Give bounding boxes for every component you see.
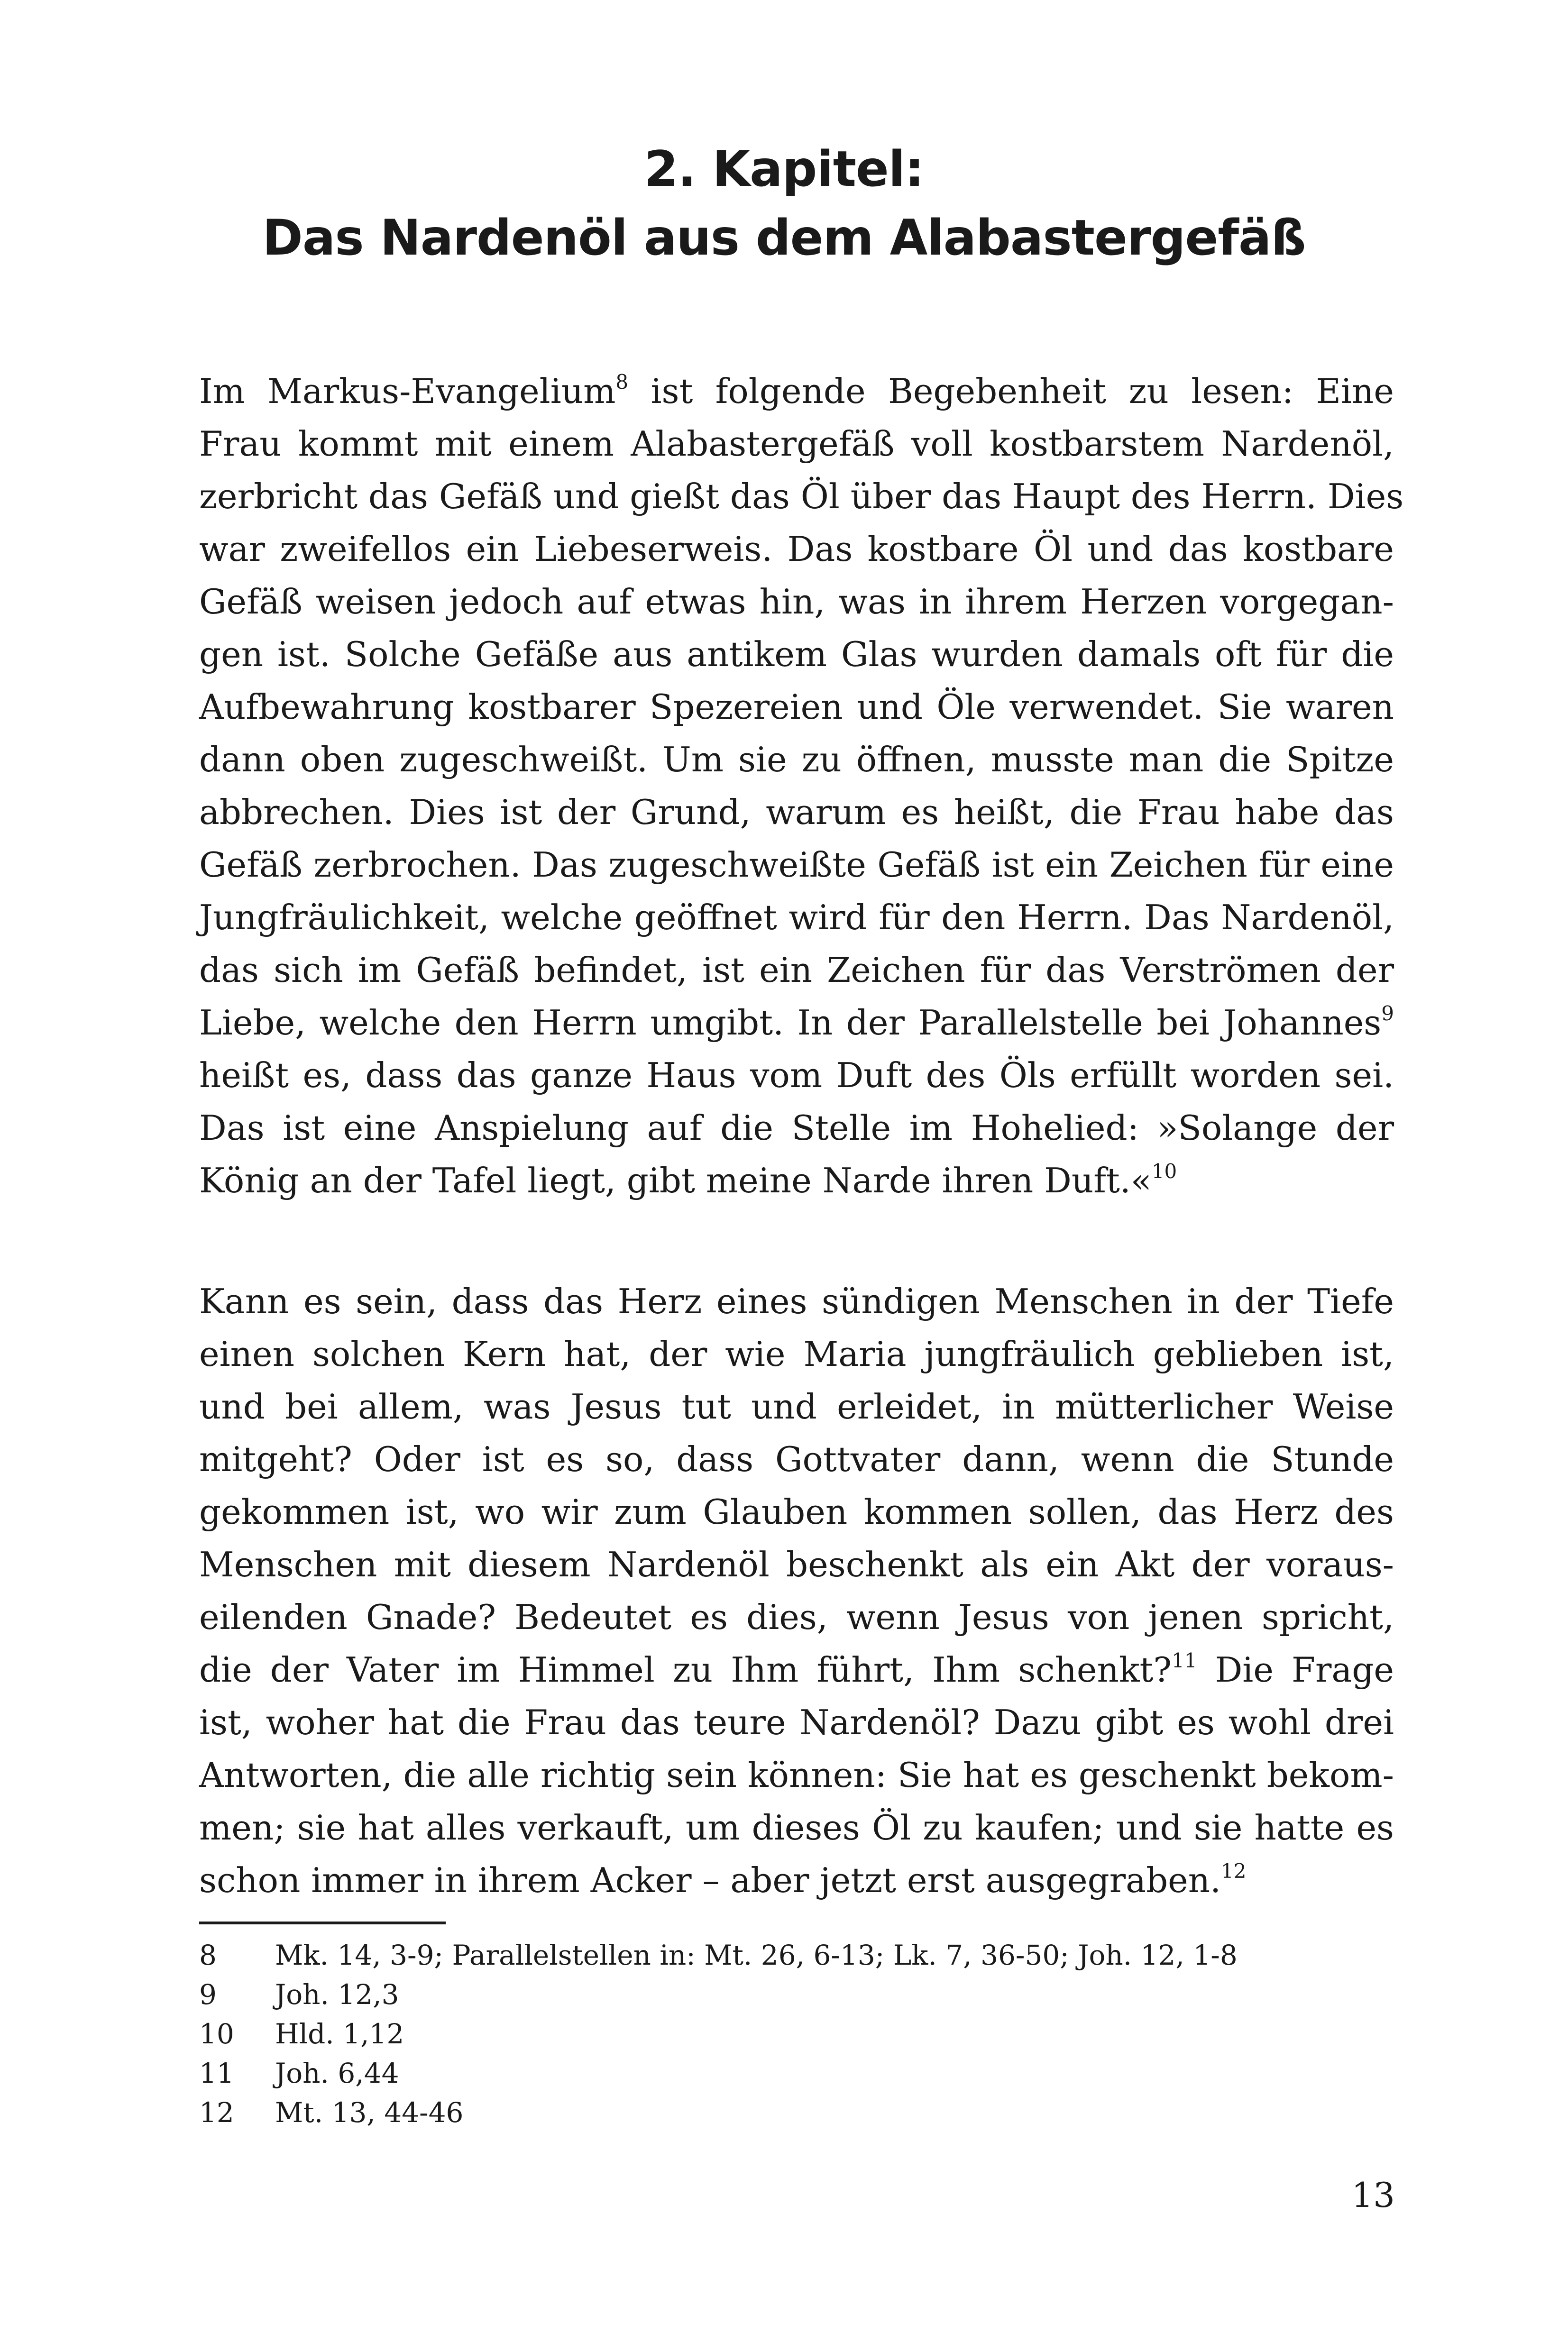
paragraph-2	[199, 1275, 1394, 1907]
text-line	[199, 1381, 1394, 1433]
text-line	[199, 628, 1394, 681]
line-text: gekommen ist, wo wir zum Glauben kommen sollen, das Herz des	[199, 1492, 1394, 1532]
chapter-title-line-2: Das Nardenöl aus dem Alabastergefäß	[262, 210, 1306, 266]
line-text: Das ist eine Anspielung auf die Stelle im Hohelied: »Solange der	[199, 1108, 1394, 1148]
footnote-reference: 9	[1381, 1002, 1394, 1025]
text-line	[199, 1049, 1394, 1102]
footnote	[199, 2014, 1394, 2054]
footnotes	[199, 1936, 1394, 2132]
line-text: Gefäß weisen jedoch auf etwas hin, was in ihrem Herzen vorgegan-	[199, 582, 1394, 622]
line-text: ist, woher hat die Frau das teure Nardenöl? Dazu gibt es wohl drei	[199, 1702, 1394, 1742]
text-line	[199, 997, 1394, 1049]
text-line	[199, 1538, 1394, 1591]
text-line	[199, 1486, 1394, 1538]
line-text: König an der Tafel liegt, gibt meine Narde ihren Duft.«	[199, 1161, 1152, 1200]
text-line	[199, 1102, 1394, 1154]
text-line	[199, 786, 1394, 839]
footnote-text: Hld. 1,12	[275, 2018, 404, 2050]
text-line	[199, 365, 1394, 418]
line-text: schon immer in ihrem Acker – aber jetzt erst ausgegraben.	[199, 1860, 1221, 1900]
footnote-reference: 8	[615, 370, 629, 394]
line-text: Jungfräulichkeit, welche geöffnet wird für den Herrn. Das Nardenöl,	[199, 897, 1394, 937]
footnote-text: Joh. 12,3	[275, 1978, 399, 2011]
text-line	[199, 1154, 1394, 1207]
line-text-continued: Die Frage	[1197, 1650, 1394, 1690]
line-text: und bei allem, was Jesus tut und erleidet, in mütterlicher Weise	[199, 1387, 1394, 1427]
line-text: gen ist. Solche Gefäße aus antikem Glas wurden damals oft für die	[199, 634, 1394, 674]
line-text: men; sie hat alles verkauft, um dieses Öl zu kaufen; und sie hatte es	[199, 1808, 1394, 1848]
text-line	[199, 944, 1394, 997]
footnote-reference: 10	[1151, 1160, 1177, 1183]
line-text: abbrechen. Dies ist der Grund, warum es heißt, die Frau habe das	[199, 792, 1394, 832]
chapter-title	[0, 135, 1568, 273]
text-line	[199, 1802, 1394, 1854]
line-text: mitgeht? Oder ist es so, dass Gottvater dann, wenn die Stunde	[199, 1439, 1394, 1479]
footnote	[199, 1975, 1394, 2014]
line-text: Menschen mit diesem Nardenöl beschenkt als ein Akt der voraus-	[199, 1545, 1394, 1584]
line-text: einen solchen Kern hat, der wie Maria jungfräulich geblieben ist,	[199, 1334, 1394, 1374]
footnote-number: 9	[199, 1978, 217, 2011]
page-number: 13	[1351, 2175, 1395, 2215]
line-text: Frau kommt mit einem Alabastergefäß voll kostbarstem Nardenöl,	[199, 424, 1394, 464]
text-line	[199, 418, 1394, 470]
line-text: Kann es sein, dass das Herz eines sündigen Menschen in der Tiefe	[199, 1281, 1394, 1321]
line-text: dann oben zugeschweißt. Um sie zu öffnen, musste man die Spitze	[199, 740, 1394, 779]
line-text: die der Vater im Himmel zu Ihm führt, Ihm schenkt?	[199, 1650, 1172, 1690]
text-line	[199, 1749, 1394, 1802]
footnote	[199, 1936, 1394, 1975]
line-text: Im Markus-Evangelium	[199, 371, 616, 411]
footnote-number: 12	[199, 2096, 234, 2129]
text-line	[199, 576, 1394, 628]
text-line	[199, 1644, 1394, 1696]
line-text: Gefäß zerbrochen. Das zugeschweißte Gefäß ist ein Zeichen für eine	[199, 845, 1394, 885]
line-text: heißt es, dass das ganze Haus vom Duft des Öls erfüllt worden sei.	[199, 1055, 1394, 1095]
footnote-separator	[199, 1922, 446, 1924]
text-line	[199, 1854, 1394, 1907]
text-line	[199, 1696, 1394, 1749]
footnote-reference: 11	[1172, 1649, 1197, 1672]
line-text: Aufbewahrung kostbarer Spezereien und Öle verwendet. Sie waren	[199, 687, 1394, 727]
footnote-text: Mt. 13, 44-46	[275, 2096, 464, 2129]
footnote-text: Mk. 14, 3-9; Parallelstellen in: Mt. 26, 6-13; Lk. 7, 36-50; Joh. 12, 1-8	[275, 1939, 1238, 1971]
footnote-number: 8	[199, 1939, 217, 1971]
line-text: Antworten, die alle richtig sein können: Sie hat es geschenkt bekom-	[199, 1755, 1394, 1795]
text-line	[199, 891, 1394, 944]
text-line	[199, 1591, 1394, 1644]
text-line	[199, 1433, 1394, 1486]
chapter-title-line-1: 2. Kapitel:	[644, 141, 924, 198]
footnote-number: 11	[199, 2057, 234, 2089]
footnote-text: Joh. 6,44	[275, 2057, 399, 2089]
text-line	[199, 681, 1394, 733]
paragraph-1	[199, 365, 1404, 1207]
line-text: eilenden Gnade? Bedeutet es dies, wenn Jesus von jenen spricht,	[199, 1597, 1394, 1637]
text-line	[199, 733, 1394, 786]
text-line	[199, 523, 1394, 576]
text-line	[199, 1328, 1394, 1381]
line-text: war zweifellos ein Liebeserweis. Das kostbare Öl und das kostbare	[199, 529, 1394, 569]
line-text: Liebe, welche den Herrn umgibt. In der Parallelstelle bei Johannes	[199, 1003, 1382, 1043]
footnote-reference: 12	[1221, 1859, 1247, 1883]
footnote-number: 10	[199, 2018, 234, 2050]
footnote	[199, 2093, 1394, 2132]
footnote	[199, 2054, 1394, 2093]
line-text: das sich im Gefäß befindet, ist ein Zeichen für das Verströmen der	[199, 950, 1394, 990]
text-line	[199, 839, 1394, 891]
line-text-continued: ist folgende Begebenheit zu lesen: Eine	[628, 371, 1394, 411]
line-text: zerbricht das Gefäß und gießt das Öl über das Haupt des Herrn. Dies	[199, 476, 1404, 516]
text-line	[199, 1275, 1394, 1328]
text-line	[199, 470, 1404, 523]
